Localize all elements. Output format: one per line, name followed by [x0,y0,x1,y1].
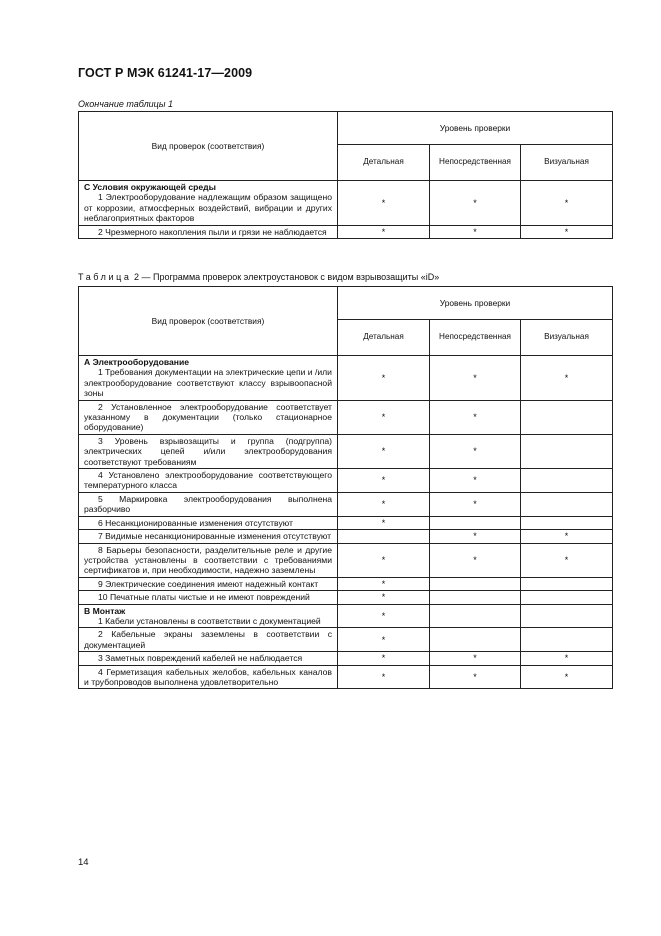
table1-col-check-type: Вид проверок (соответствия) [79,112,338,181]
check-description [79,577,338,590]
table-row [79,400,613,434]
table1-col-detailed: Детальная [338,145,430,181]
table2-col-direct: Непосредственная [430,320,521,356]
check-description [79,652,338,665]
table-row [79,628,613,652]
check-description [79,604,338,628]
mark-visual [521,591,613,604]
mark-detailed: * [338,400,430,434]
mark-direct [430,516,521,529]
check-item-text: 1 Электрооборудование надлежащим образом защищено от коррозии, атмосферных воздействий, вибрации и других неблагоприятных факторов [84,192,332,224]
mark-direct [430,604,521,628]
mark-direct: * [430,665,521,689]
mark-visual [521,516,613,529]
mark-detailed [338,530,430,543]
table2 [78,286,613,689]
mark-direct [430,591,521,604]
mark-direct: * [430,181,521,226]
mark-detailed: * [338,652,430,665]
mark-detailed: * [338,543,430,577]
mark-detailed: * [338,434,430,468]
check-description [79,400,338,434]
table1 [78,111,613,239]
section-heading: С Условия окружающей среды [84,182,216,192]
table2-col-visual: Визуальная [521,320,613,356]
check-item-text: 6 Несанкционированные изменения отсутствуют [98,517,293,528]
check-item-text: 7 Видимые несанкционированные изменения отсутствуют [98,531,332,542]
table-row [79,543,613,577]
check-item-text: 2 Кабельные экраны заземлены в соответствии с документацией [84,629,332,650]
mark-detailed: * [338,604,430,628]
check-description [79,434,338,468]
mark-visual: * [521,356,613,401]
table2-col-detailed: Детальная [338,320,430,356]
mark-detailed: * [338,181,430,226]
mark-direct [430,577,521,590]
mark-detailed: * [338,516,430,529]
page-number: 14 [78,857,89,868]
mark-detailed: * [338,628,430,652]
check-description [79,665,338,689]
check-description [79,469,338,493]
check-description [79,516,338,529]
check-item-text: 4 Герметизация кабельных желобов, кабельных каналов и трубопроводов выполнена удовлетворительно [84,666,332,687]
table2-caption [78,272,439,282]
table2-caption-text: 2 — Программа проверок электроустановок с видом взрывозащиты «iD» [131,272,440,282]
mark-visual [521,469,613,493]
table-row [79,516,613,529]
mark-detailed: * [338,577,430,590]
mark-direct: * [430,543,521,577]
section-heading: А Электрооборудование [84,357,190,367]
table1-col-visual: Визуальная [521,145,613,181]
mark-visual: * [521,225,613,238]
mark-visual: * [521,665,613,689]
check-item-text: 2 Чрезмерного накопления пыли и грязи не наблюдается [98,226,327,237]
mark-visual [521,400,613,434]
mark-direct: * [430,225,521,238]
mark-visual [521,577,613,590]
table1-col-direct: Непосредственная [430,145,521,181]
check-description [79,530,338,543]
check-item-text: 1 Требования документации на электрические цепи и /или электрооборудование соответствуют классу взрывоопасной зоны [84,367,332,399]
check-description [79,181,338,226]
table-row [79,181,613,226]
table-row [79,225,613,238]
mark-detailed: * [338,356,430,401]
table-row [79,434,613,468]
mark-visual [521,628,613,652]
mark-direct: * [430,469,521,493]
mark-visual [521,434,613,468]
table-row [79,492,613,516]
table-row [79,530,613,543]
check-description [79,492,338,516]
mark-detailed: * [338,591,430,604]
check-description [79,628,338,652]
mark-detailed: * [338,469,430,493]
table2-col-check-type: Вид проверок (соответствия) [79,287,338,356]
mark-detailed: * [338,225,430,238]
table2-caption-label: Таблица [78,272,132,282]
mark-direct: * [430,530,521,543]
check-description [79,543,338,577]
check-description [79,591,338,604]
table-row [79,469,613,493]
mark-direct: * [430,356,521,401]
mark-visual: * [521,543,613,577]
check-item-text: 8 Барьеры безопасности, разделительные реле и другие устройства установлены в соответствии с требованиями сертификатов и, при необходимости, надежно заземлены [84,544,332,576]
mark-visual: * [521,181,613,226]
document-header: ГОСТ Р МЭК 61241-17—2009 [78,66,253,80]
mark-visual [521,492,613,516]
check-item-text: 9 Электрические соединения имеют надежный контакт [98,578,319,589]
mark-visual: * [521,530,613,543]
table-row [79,665,613,689]
mark-direct: * [430,434,521,468]
table2-col-level: Уровень проверки [338,287,613,320]
mark-direct: * [430,492,521,516]
check-item-text: 2 Установленное электрооборудование соответствует указанному в документации (только стационарное оборудование) [84,401,332,433]
table-row [79,604,613,628]
section-heading: В Монтаж [84,605,126,616]
mark-direct: * [430,652,521,665]
table-row [79,577,613,590]
mark-detailed: * [338,665,430,689]
table-row [79,356,613,401]
check-description [79,356,338,401]
check-item-text: 4 Установлено электрооборудование соответствующего температурного класса [84,470,332,491]
table1-caption: Окончание таблицы 1 [78,99,173,109]
mark-detailed: * [338,492,430,516]
mark-direct: * [430,400,521,434]
table1-col-level: Уровень проверки [338,112,613,145]
table-row [79,591,613,604]
check-item-text: 5 Маркировка электрооборудования выполнена разборчиво [84,493,332,515]
check-item-text: 1 Кабели установлены в соответствии с документацией [98,615,321,626]
check-item-text: 3 Заметных повреждений кабелей не наблюдается [98,653,303,664]
check-description [79,225,338,238]
check-item-text: 10 Печатные платы чистые и не имеют повреждений [98,592,310,603]
table-row [79,652,613,665]
mark-direct [430,628,521,652]
mark-visual [521,604,613,628]
check-item-text: 3 Уровень взрывозащиты и группа (подгруппа) электрических цепей и/или электрооборудования соответствуют требованиям [84,435,332,467]
mark-visual: * [521,652,613,665]
